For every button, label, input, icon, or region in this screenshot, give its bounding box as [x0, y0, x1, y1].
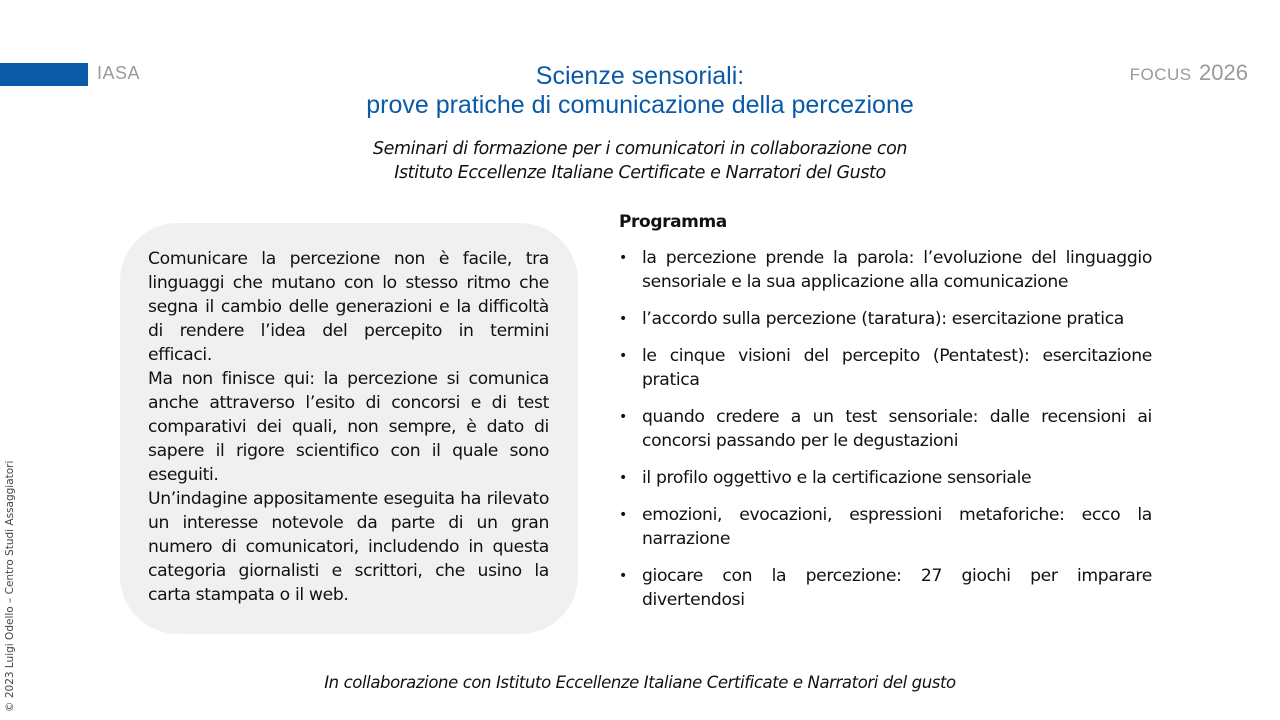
intro-paragraph: Ma non finisce qui: la percezione si comunica anche attraverso l’esito di concorsi e di test comparativi dei quali, non sempre, è dato di sapere il rigore scientifico con il quale sono eseguiti.: [148, 369, 549, 485]
program-item-text: giocare con la percezione: 27 giochi per imparare divertendosi: [642, 566, 1152, 610]
intro-paragraph: Comunicare la percezione non è facile, tra linguaggi che mutano con lo stesso ritmo che segna il cambio delle generazioni e la difficoltà di rendere l’idea del percepito in termini efficaci.: [148, 249, 549, 365]
bullet-icon: •: [619, 311, 627, 327]
title-line-2: prove pratiche di comunicazione della percezione: [366, 91, 914, 119]
program-item-text: emozioni, evocazioni, espressioni metaforiche: ecco la narrazione: [642, 505, 1152, 549]
bullet-icon: •: [619, 568, 627, 584]
program-item: [619, 466, 1152, 490]
copyright-notice: © 2023 Luigi Odello – Centro Studi Assaggiatori: [4, 460, 16, 712]
brand-name: IASA: [97, 63, 141, 83]
bullet-icon: •: [619, 507, 627, 523]
focus-year: 2026: [1199, 60, 1248, 85]
program-heading: Programma: [619, 212, 727, 232]
page-title: [0, 62, 1280, 120]
program-item: [619, 503, 1152, 551]
focus-word: FOCUS: [1129, 65, 1192, 84]
program-list: [619, 246, 1152, 612]
bullet-icon: •: [619, 348, 627, 364]
title-line-1: Scienze sensoriali:: [535, 62, 745, 90]
program-item-text: il profilo oggettivo e la certificazione sensoriale: [642, 468, 1032, 488]
program-item-text: la percezione prende la parola: l’evoluzione del linguaggio sensoriale e la sua applicazione alla comunicazione: [642, 248, 1152, 292]
bullet-icon: •: [619, 470, 627, 486]
program-item: [619, 564, 1152, 612]
footer-note: In collaborazione con Istituto Eccellenze Italiane Certificate e Narratori del gusto: [324, 673, 956, 692]
program-item: [619, 307, 1152, 331]
program-item: [619, 246, 1152, 294]
program-item: [619, 405, 1152, 453]
program-item-text: quando credere a un test sensoriale: dalle recensioni ai concorsi passando per le degustazioni: [642, 407, 1152, 451]
subtitle-line-2: Istituto Eccellenze Italiane Certificate e Narratori del Gusto: [394, 163, 886, 183]
bullet-icon: •: [619, 250, 627, 266]
program-item: [619, 344, 1152, 392]
page-subtitle: [0, 137, 1280, 185]
program-section: [619, 212, 1152, 625]
program-item-text: l’accordo sulla percezione (taratura): esercitazione pratica: [642, 309, 1124, 329]
bullet-icon: •: [619, 409, 627, 425]
intro-paragraph: Un’indagine appositamente eseguita ha rilevato un interesse notevole da parte di un gran numero di comunicatori, includendo in questa categoria giornalisti e scrittori, che usino la carta stampata o il web.: [148, 489, 549, 605]
intro-box: [120, 223, 578, 634]
program-item-text: le cinque visioni del percepito (Pentatest): esercitazione pratica: [642, 346, 1152, 390]
subtitle-line-1: Seminari di formazione per i comunicatori in collaborazione con: [372, 139, 908, 159]
